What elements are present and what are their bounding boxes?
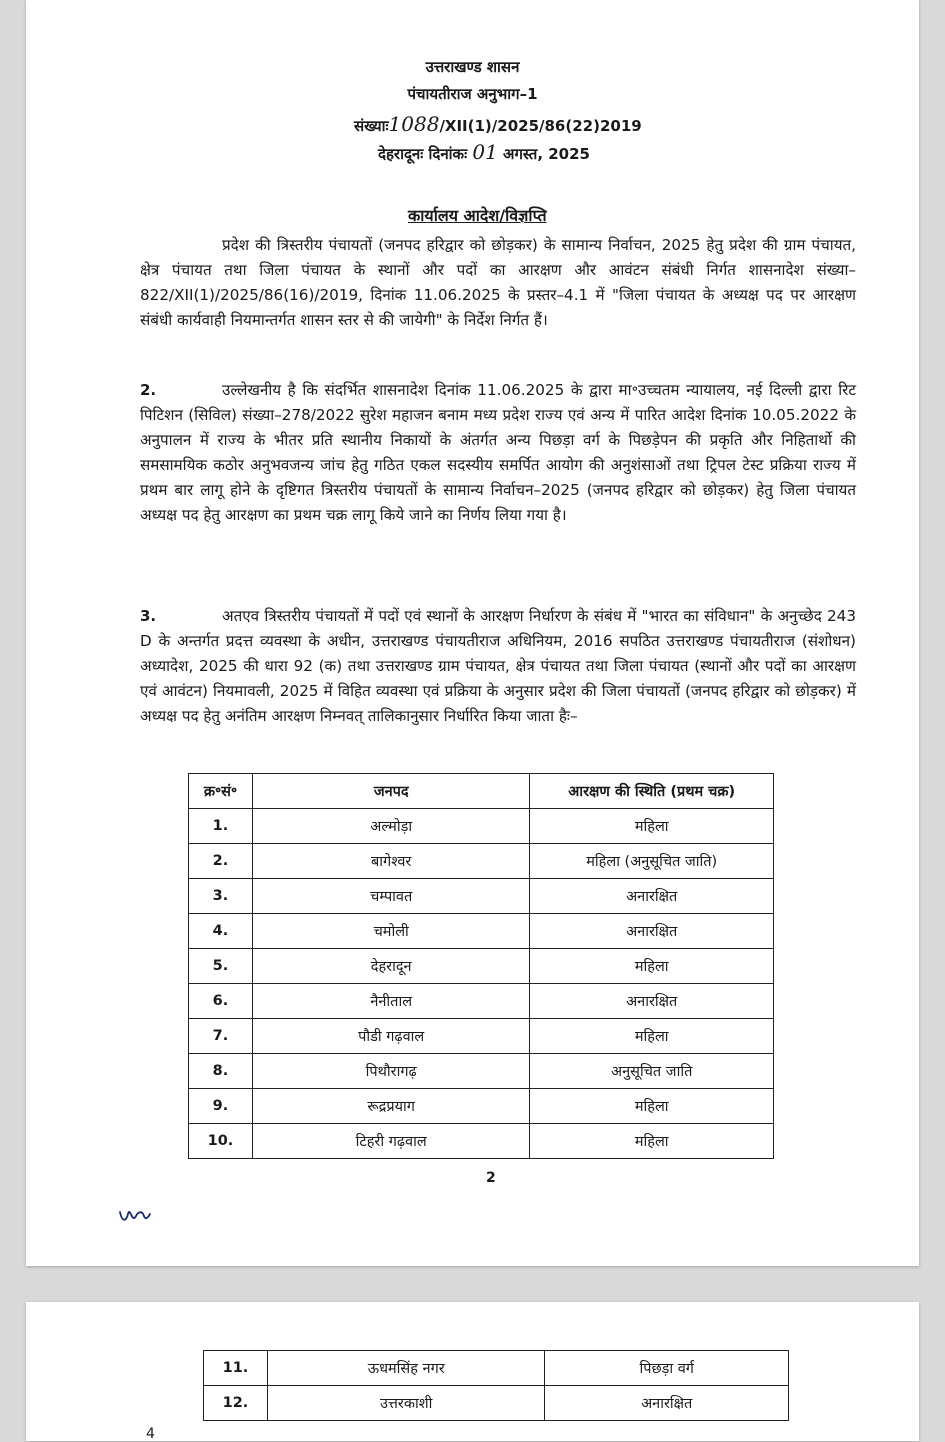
serial-cell: 9.: [189, 1089, 253, 1124]
table-header-row: [189, 774, 774, 809]
serial-cell: 12.: [204, 1386, 268, 1421]
document-page-1: [26, 0, 919, 1266]
district-cell: अल्मोड़ा: [252, 809, 529, 844]
handwritten-initials: [118, 1202, 152, 1226]
reservation-cell: अनारक्षित: [530, 879, 774, 914]
district-cell: बागेश्वर: [252, 844, 529, 879]
table-row: [189, 949, 774, 984]
serial-cell: 4.: [189, 914, 253, 949]
table-row: [204, 1351, 789, 1386]
table-row: [189, 1019, 774, 1054]
page-number: 2: [486, 1170, 496, 1186]
table-row: [189, 914, 774, 949]
col-header-serial: क्र॰सं॰: [189, 774, 253, 809]
reservation-table: [188, 773, 774, 1159]
paragraph-3: अतएव त्रिस्तरीय पंचायतों में पदों एवं स्थानों के आरक्षण निर्धारण के संबंध में "भारत का संविधान" के अनुच्छेद 243 D के अन्तर्गत प्रदत्त व्यवस्था के अधीन, उत्तराखण्ड पंचायतीराज अधिनियम, 2016 सपठित उत्तराखण्ड पंचायतीराज (संशोधन) अध्यादेश, 2025 की धारा 92 (क) तथा उत्तराखण्ड ग्राम पंचायत, क्षेत्र पंचायत तथा जिला पंचायत (स्थानों और पदों का आरक्षण एवं आवंटन) नियमावली, 2025 में विहित व्यवस्था एवं प्रक्रिया के अनुसार प्रदेश की जिला पंचायतों (जनपद हरिद्वार को छोड़कर) में अध्यक्ष पद हेतु अनंतिम आरक्षण निम्नवत् तालिकानुसार निर्धारित किया जाता हैः–: [140, 607, 856, 725]
table-row: [189, 1124, 774, 1159]
letter-number: [354, 112, 642, 136]
paragraph-1: प्रदेश की त्रिस्तरीय पंचायतों (जनपद हरिद्वार को छोड़कर) के सामान्य निर्वाचन, 2025 हेतु प्रदेश की ग्राम पंचायत, क्षेत्र पंचायत तथा जिला पंचायत के स्थानों और पदों का आरक्षण और आवंटन संबंधी निर्गत शासनादेश संख्या–822/XII(1)/2025/86(16)/2019, दिनांक 11.06.2025 के प्रस्तर–4.1 में "जिला पंचायत के अध्यक्ष पद पर आरक्षण संबंधी कार्यवाही नियमान्तर्गत शासन स्तर से की जायेगी" के निर्देश निर्गत हैं।: [140, 236, 856, 329]
district-cell: पिथौरागढ़: [252, 1054, 529, 1089]
serial-cell: 8.: [189, 1054, 253, 1089]
district-cell: चम्पावत: [252, 879, 529, 914]
district-cell: टिहरी गढ़वाल: [252, 1124, 529, 1159]
reservation-cell: महिला: [530, 1019, 774, 1054]
reservation-cell: पिछड़ा वर्ग: [545, 1351, 789, 1386]
district-cell: चमोली: [252, 914, 529, 949]
reservation-cell: महिला (अनुसूचित जाति): [530, 844, 774, 879]
table-row: [189, 984, 774, 1019]
order-title: कार्यालय आदेश/विज्ञप्ति: [408, 206, 547, 225]
district-cell: ऊधमसिंह नगर: [267, 1351, 544, 1386]
district-cell: देहरादून: [252, 949, 529, 984]
serial-cell: 7.: [189, 1019, 253, 1054]
paragraph-2: उल्लेखनीय है कि संदर्भित शासनादेश दिनांक 11.06.2025 के द्वारा मा॰उच्चतम न्यायालय, नई दिल्ली द्वारा रिट पिटिशन (सिविल) संख्या–278/2022 सुरेश महाजन बनाम मध्य प्रदेश राज्य एवं अन्य में पारित आदेश दिनांक 10.05.2022 के अनुपालन में राज्य के भीतर प्रति स्थानीय निकायों के अंतर्गत अन्य पिछड़ा वर्ग के पिछड़ेपन की प्रकृति और निहितार्थो की समसामयिक कठोर अनुभवजन्य जांच हेतु गठित एकल सदस्यीय समर्पित आयोग की अनुशंसाओं तथा ट्रिपल टेस्ट प्रक्रिया राज्य में प्रथम बार लागू होने के दृष्टिगत त्रिस्तरीय पंचायतों के सामान्य निर्वाचन–2025 (जनपद हरिद्वार को छोड़कर) हेतु जिला पंचायत अध्यक्ष पद हेतु आरक्षण का प्रथम चक्र लागू किये जाने का निर्णय लिया गया है।: [140, 381, 856, 524]
govt-header: उत्तराखण्ड शासन: [425, 58, 520, 76]
reservation-table-continued: [203, 1350, 789, 1421]
col-header-reservation: आरक्षण की स्थिति (प्रथम चक्र): [530, 774, 774, 809]
number-rest: /XII(1)/2025/86(22)2019: [439, 117, 642, 135]
table-row: [189, 879, 774, 914]
district-cell: नैनीताल: [252, 984, 529, 1019]
table-row: [204, 1386, 789, 1421]
paragraph-3-number: 3.: [140, 607, 157, 625]
serial-cell: 5.: [189, 949, 253, 984]
date-label: देहरादूनः दिनांकः: [378, 145, 468, 163]
reservation-cell: अनारक्षित: [545, 1386, 789, 1421]
serial-cell: 1.: [189, 809, 253, 844]
reservation-cell: महिला: [530, 809, 774, 844]
letter-date: [378, 140, 590, 164]
table-row: [189, 1089, 774, 1124]
table-row: [189, 844, 774, 879]
reservation-cell: महिला: [530, 1124, 774, 1159]
district-cell: पौडी गढ़वाल: [252, 1019, 529, 1054]
next-paragraph-number: 4: [146, 1426, 155, 1442]
reservation-cell: अनारक्षित: [530, 914, 774, 949]
handwritten-number: 1088: [388, 112, 440, 136]
serial-cell: 2.: [189, 844, 253, 879]
date-rest: अगस्त, 2025: [503, 145, 590, 163]
reservation-cell: महिला: [530, 1089, 774, 1124]
reservation-cell: अनुसूचित जाति: [530, 1054, 774, 1089]
serial-cell: 10.: [189, 1124, 253, 1159]
reservation-cell: महिला: [530, 949, 774, 984]
department-line: पंचायतीराज अनुभाग–1: [407, 85, 538, 103]
serial-cell: 6.: [189, 984, 253, 1019]
paragraph-2-number: 2.: [140, 381, 157, 399]
handwritten-date: 01: [472, 140, 498, 164]
district-cell: उत्तरकाशी: [267, 1386, 544, 1421]
number-label: संख्याः: [354, 117, 389, 135]
table-row: [189, 809, 774, 844]
table-row: [189, 1054, 774, 1089]
serial-cell: 11.: [204, 1351, 268, 1386]
reservation-cell: अनारक्षित: [530, 984, 774, 1019]
district-cell: रूद्रप्रयाग: [252, 1089, 529, 1124]
col-header-district: जनपद: [252, 774, 529, 809]
document-page-2: [26, 1302, 919, 1441]
serial-cell: 3.: [189, 879, 253, 914]
